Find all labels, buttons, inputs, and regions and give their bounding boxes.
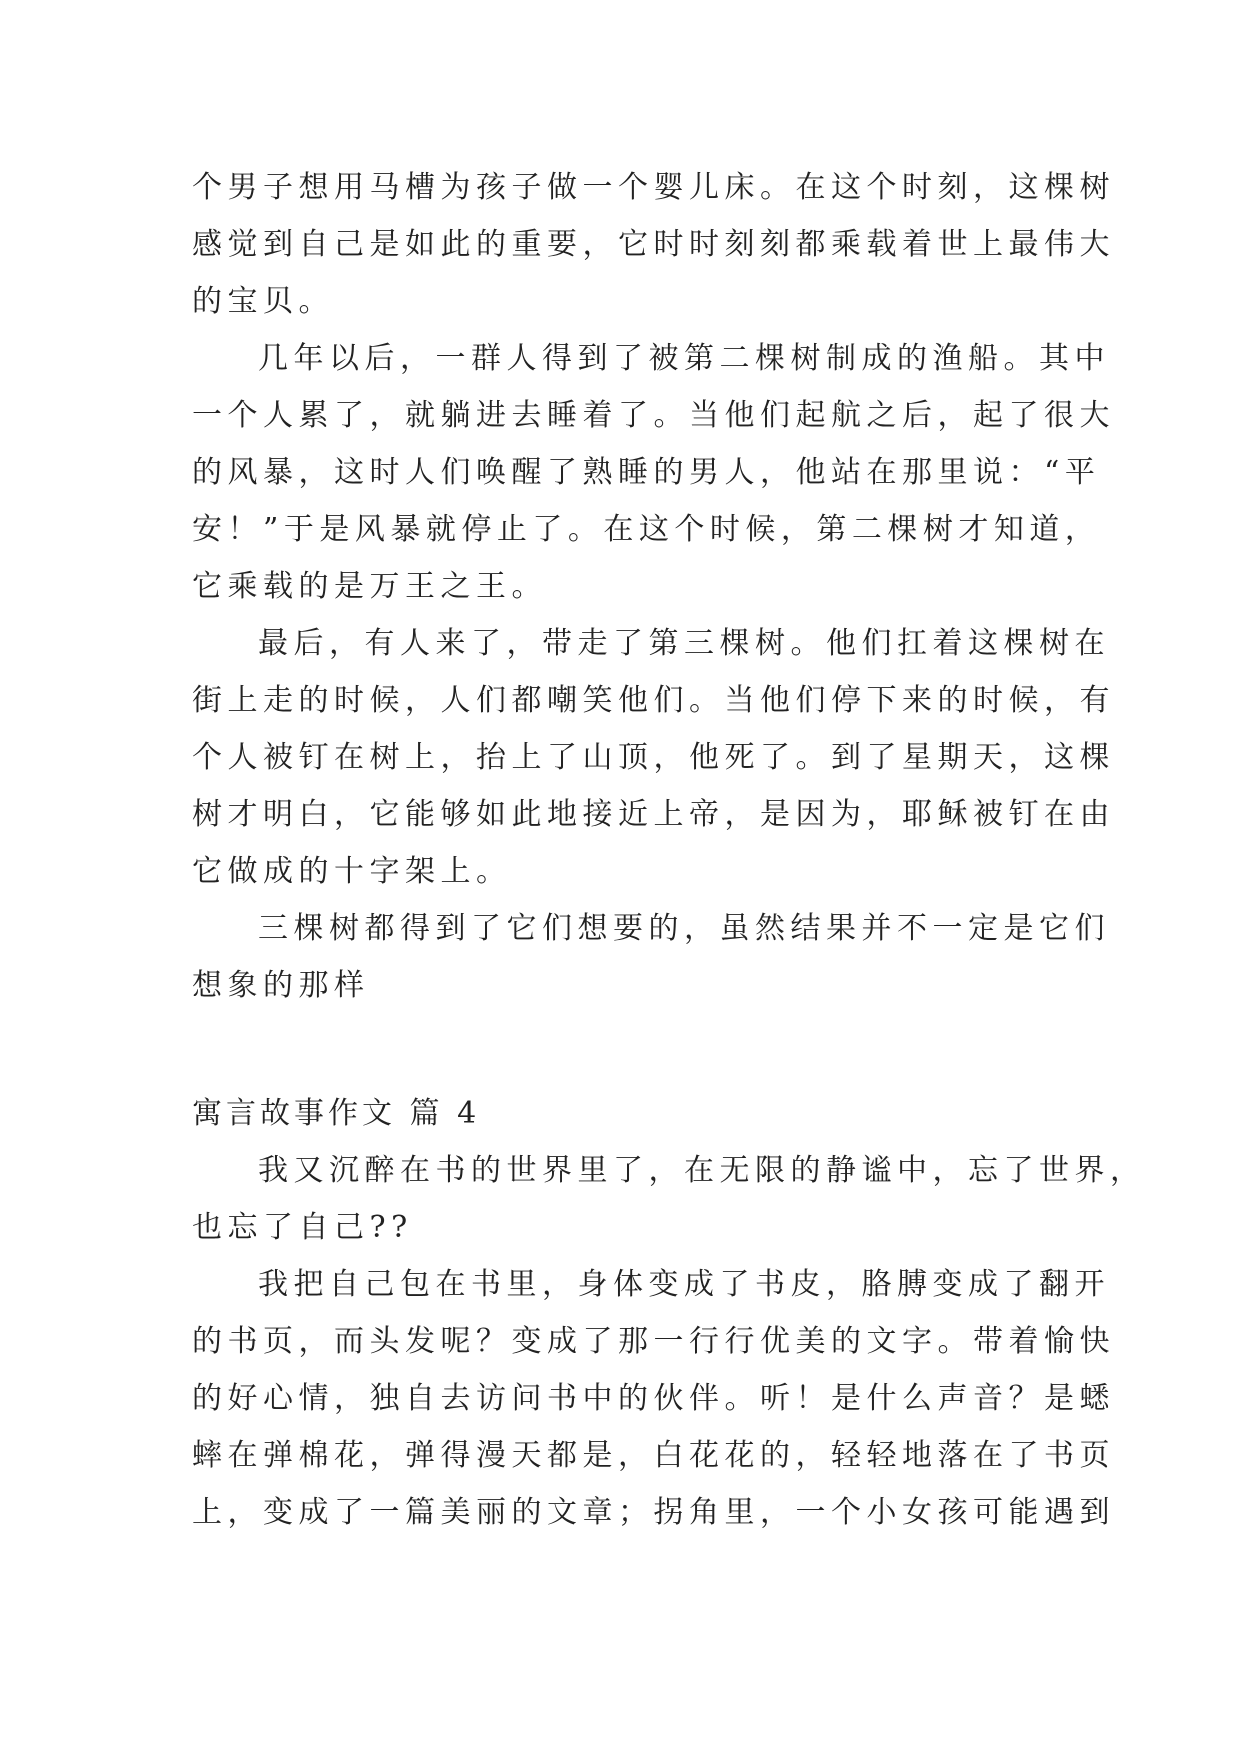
paragraph-first-line: 我又沉醉在书的世界里了，在无限的静谧中，忘了世界， xyxy=(258,1153,1146,1188)
text-line: 上，变成了一篇美丽的文章；拐角里，一个小女孩可能遇到 xyxy=(192,1495,1115,1530)
text-line: 的风暴，这时人们唤醒了熟睡的男人，他站在那里说：“平 xyxy=(192,455,1101,490)
text-line: 安！”于是风暴就停止了。在这个时候，第二棵树才知道， xyxy=(192,512,1101,547)
text-line: 的宝贝。 xyxy=(192,284,334,319)
text-line: 它乘载的是万王之王。 xyxy=(192,569,547,604)
text-line: 感觉到自己是如此的重要，它时时刻刻都乘载着世上最伟大 xyxy=(192,227,1115,262)
section-heading: 寓言故事作文 篇 4 xyxy=(192,1096,481,1131)
paragraph-first-line: 最后，有人来了，带走了第三棵树。他们扛着这棵树在 xyxy=(258,626,1110,661)
text-line: 蟀在弹棉花，弹得漫天都是，白花花的，轻轻地落在了书页 xyxy=(192,1438,1115,1473)
text-line: 也忘了自己?? xyxy=(192,1210,413,1245)
text-line: 一个人累了，就躺进去睡着了。当他们起航之后，起了很大 xyxy=(192,398,1115,433)
text-line: 的书页，而头发呢？变成了那一行行优美的文字。带着愉快 xyxy=(192,1324,1115,1359)
paragraph-first-line: 我把自己包在书里，身体变成了书皮，胳膊变成了翻开 xyxy=(258,1267,1110,1302)
text-line: 树才明白，它能够如此地接近上帝，是因为，耶稣被钉在由 xyxy=(192,797,1115,832)
text-line: 的好心情，独自去访问书中的伙伴。听！是什么声音？是蟋 xyxy=(192,1381,1115,1416)
paragraph-first-line: 三棵树都得到了它们想要的，虽然结果并不一定是它们 xyxy=(258,911,1110,946)
text-line: 它做成的十字架上。 xyxy=(192,854,512,889)
text-line: 个男子想用马槽为孩子做一个婴儿床。在这个时刻，这棵树 xyxy=(192,170,1115,205)
paragraph-first-line: 几年以后，一群人得到了被第二棵树制成的渔船。其中 xyxy=(258,341,1110,376)
text-line: 想象的那样 xyxy=(192,968,370,1003)
text-line: 街上走的时候，人们都嘲笑他们。当他们停下来的时候，有 xyxy=(192,683,1115,718)
text-line: 个人被钉在树上，抬上了山顶，他死了。到了星期天，这棵 xyxy=(192,740,1115,775)
